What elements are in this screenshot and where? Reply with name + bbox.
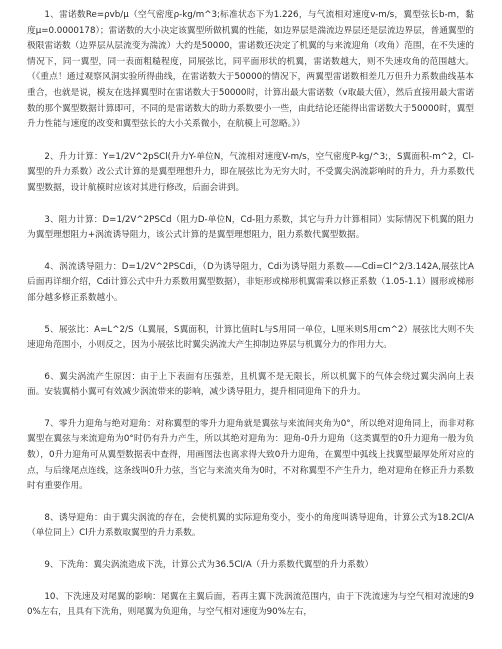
paragraph-2-lift-calculation: 2、升力计算：Y=1/2V^2pSCl(升力Y-单位N，气流相对速度V-m/s，空气密度P-kg/^3;，S翼面积-m^2，Cl-翼型的升力系数）改公式计算的是翼型理想升力，即在展弦比为无穷大时，不受翼尖涡流影响时的升力，升力系数代翼型数据，设计航模时应该对其进行修改，后面会讲到。 [27,151,474,193]
paragraph-7-zero-lift-angle: 7、零升力迎角与绝对迎角：对称翼型的零升力迎角就是翼弦与来流间夹角为0°，所以绝对迎角同上，而非对称翼型在翼弦与来流迎角为0°时仍有升力产生，所以其绝对迎角为：迎角-0升力迎角（这类翼型的0升力迎角一般为负数），0升力迎角可从翼型数据表中查得，用画图法也离求得大致0升力迎角，在翼型中弧线上找翼型最厚处所对应的点，与后缘尾点连线，这条线叫0升力弦，当它与来流夹角为0时，不对称翼型不产生升力，绝对迎角在修正升力系数时有重要作用。 [27,418,474,492]
paragraph-10-downwash-tail: 10、下洗速及对尾翼的影响：尾翼在主翼后面，若再主翼下洗涡流范围内，由于下洗流速为与空气相对流速的90%左右，且具有下洗角，则尾翼为负迎角，与空气相对速度为90%左右， [27,591,474,618]
paragraph-5-aspect-ratio: 5、展弦比：A=L^2/S（L翼展，S翼面积，计算比值时L与S用同一单位，L厘米则S用cm^2）展弦比大则不失速迎角范围小，小则反之，因为小展弦比时翼尖涡流大产生抑制边界层与机翼分力的作用力大。 [27,324,474,351]
paragraph-9-downwash-angle: 9、下洗角：翼尖涡流造成下洗，计算公式为36.5Cl/A（升力系数代翼型的升力系数） [44,560,374,571]
paragraph-6-wingtip-vortex: 6、翼尖涡流产生原因：由于上下表面有压强差，且机翼不是无限长，所以机翼下的气体会绕过翼尖涡向上表面。安装翼梢小翼可有效减少涡流带来的影响，减少诱导阻力，提升相同迎角下的升力。 [27,371,474,398]
paragraph-3-drag-calculation: 3、阻力计算：D=1/2V^2PSCd（阻力D-单位N，Cd-阻力系数，其它与升力计算相同）实际情况下机翼的阻力为翼型理想阻力+涡流诱导阻力，该公式计算的是翼型理想阻力，阻力系数代翼型数据。 [27,214,474,241]
paragraph-4-induced-drag: 4、涡流诱导阻力：D=1/2V^2PSCdi，（D为诱导阻力，Cdi为诱导阻力系数——Cdi=Cl^2/3.142A,展弦比A后面再详细介绍，Cdi计算公式中升力系数用翼型数据），非矩形或梯形机翼需乘以修正系数（1.05-1.1）圆形或梯形部分越多修正系数越小。 [27,261,474,303]
paragraph-8-induced-angle: 8、诱导迎角：由于翼尖涡流的存在，会使机翼的实际迎角变小，变小的角度叫诱导迎角，计算公式为18.2Cl/A（单位同上）Cl升力系数取翼型的升力系数。 [27,512,474,539]
paragraph-1-reynolds-number: 1、雷诺数Re=ρvb/μ（空气密度ρ-kg/m^3;标准状态下为1.226，与气流相对速度v-m/s，翼型弦长b-m，黏度μ=0.0000178）；雷诺数的大小决定该翼型所做机翼的性能，如边界层是湍流边界层还是层流边界层，普通翼型的极限雷诺数（边界层从层流变为湍流）大约是50000，雷诺数还决定了机翼的与来流迎角（攻角）范围，在不失速的情况下，同一翼型，同一表面粗糙程度，同展弦比，同平面形状的机翼，雷诺数越大，则不失速攻角的范围越大。（《重点！通过观察风洞实验所得曲线，在雷诺数大于50000的情况下，两翼型雷诺数相差几万但升力系数曲线基本重合，也就是说，模友在选择翼型时在雷诺数大于50000时，计算出最大雷诺数（v取最大值），然后直接用最大雷诺数的那个翼型数据计算即可，不同的是雷诺数大的助力系数要小一些，由此结论还能得出雷诺数大于50000时，翼型升力性能与速度的改变和翼型弦长的大小关系微小，在航模上可忽略。》） [27,10,474,130]
